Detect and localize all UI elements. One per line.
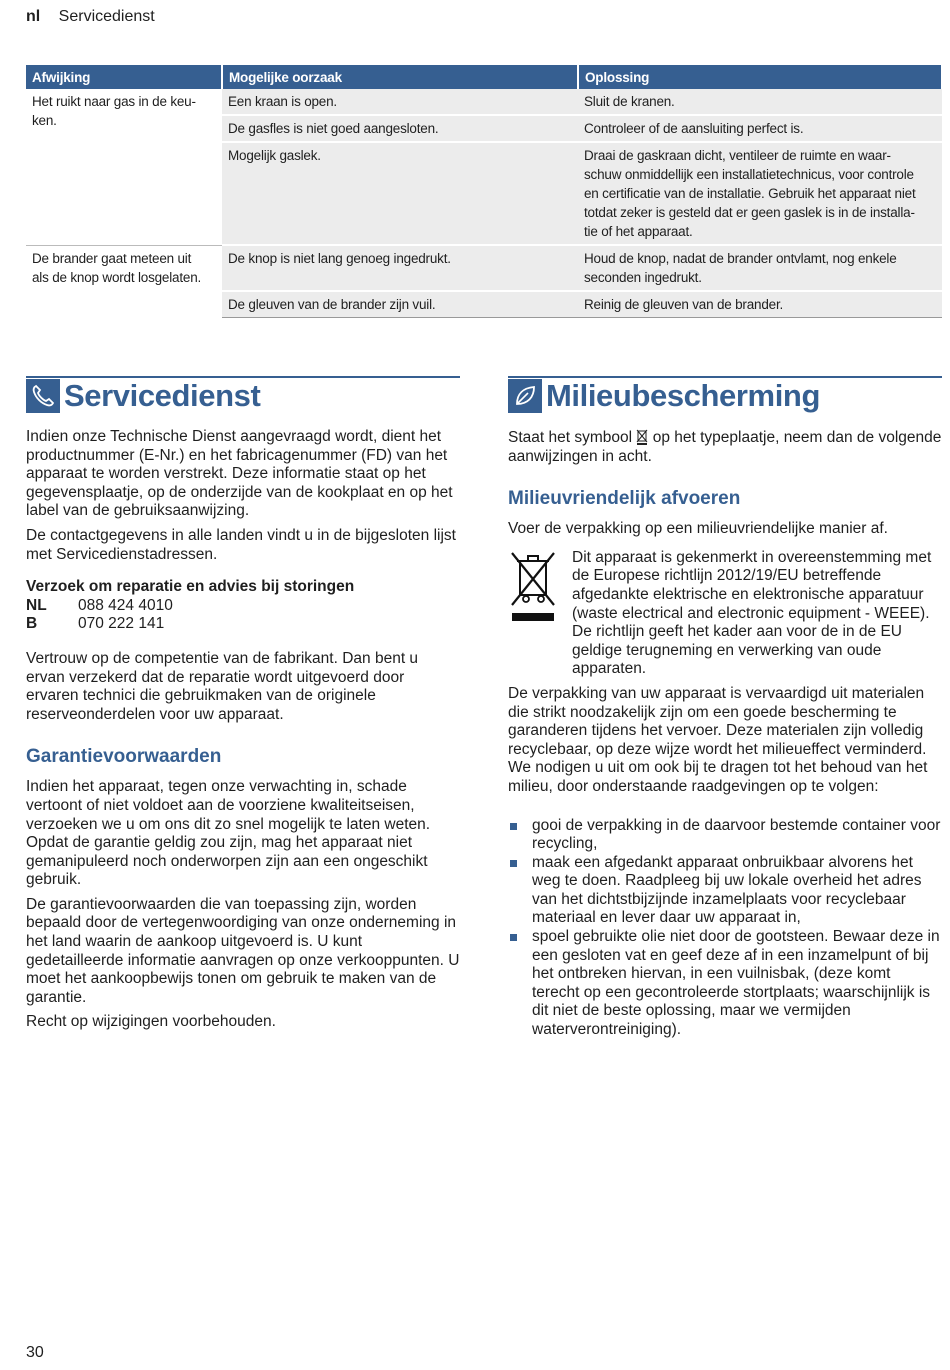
environment-title: Milieubescherming — [546, 378, 820, 413]
cause-cell: De gasfles is niet goed aangesloten. — [222, 115, 578, 142]
leaf-icon — [508, 379, 542, 413]
page-header — [26, 8, 155, 26]
col-header-symptom: Afwijking — [26, 65, 222, 89]
fix-cell: Reinig de gleuven van de brander. — [578, 291, 942, 318]
list-item: maak een afgedankt apparaat onbruikbaar alvorens het weg te doen. Raadpleeg bij uw lokale overheid het adres van het dichtstbijzijnde inzamelplaats voor recyclebaar materiaal en lever daar uw apparaat in, — [508, 854, 942, 928]
service-contacts-text: De contactgegevens in alle landen vindt u in de bijgesloten lijst met Servicedienstadressen. — [26, 526, 456, 563]
col-header-fix: Oplossing — [578, 65, 942, 89]
environment-intro — [508, 428, 942, 466]
cause-cell: Mogelijk gaslek. — [222, 142, 578, 245]
environment-column — [508, 376, 942, 1040]
fix-cell: Draai de gaskraan dicht, ventileer de ruimte en waar- schuw onmiddellijk een installatietechnicus, voor controle en certificatie van de installatie. Gebruik het apparaat niet totdat zeker is gesteld dat er geen gaslek is in de installa- tie of het apparaat. — [578, 142, 942, 245]
weee-block — [508, 549, 942, 679]
intro-text-a: Staat het symbool — [508, 429, 633, 446]
list-item: gooi de verpakking in de daarvoor bestemde container voor recycling, — [508, 817, 942, 854]
fix-cell: Sluit de kranen. — [578, 89, 942, 115]
weee-bin-icon — [508, 549, 560, 679]
trust-text: Vertrouw op de competentie van de fabrikant. Dan bent u ervan verzekerd dat de reparatie wordt uitgevoerd door ervaren technici die gebruikmaken van de originele reserveonderdelen voor uw apparaat. — [26, 649, 419, 723]
contact-row — [26, 615, 460, 634]
fix-cell: Houd de knop, nadat de brander ontvlamt, nog enkele seconden ingedrukt. — [578, 245, 942, 291]
troubleshooting-table — [26, 65, 943, 318]
repair-heading: Verzoek om reparatie en advies bij storingen — [26, 578, 355, 596]
page-number: 30 — [26, 1344, 44, 1361]
service-title: Servicedienst — [64, 378, 261, 413]
reserve-text: Recht op wijzigingen voorbehouden. — [26, 1013, 276, 1031]
phone-number: 088 424 4010 — [78, 596, 173, 614]
advice-list — [508, 817, 942, 1040]
language-code: nl — [26, 8, 41, 25]
cause-cell: Een kraan is open. — [222, 89, 578, 115]
materials-text: De verpakking van uw apparaat is vervaardigd uit materialen die strikt noodzakelijk zijn om een goede bescherming te garanderen tijdens het vervoer. Deze materialen zijn volledig recyclebaar, op deze wijze wordt het milieueffect verminderd. We nodigen u uit om ook bij te dragen tot het behoud van het milieu, door onderstaande raadgevingen op te volgen: — [508, 684, 928, 795]
service-intro: Indien onze Technische Dienst aangevraagd wordt, dient het productnummer (E-Nr.) en het fabricagenummer (FD) van het apparaat te worden verstrekt. Deze informatie staat op het gegevensplaatje, op de onderzijde van de kookplaat en op het label van de gebruiksaanwijzing. — [26, 428, 453, 520]
list-item: spoel gebruikte olie niet door de gootsteen. Bewaar deze in een gesloten vat en geef deze af in een inzamelpunt of bij het ontbreken hiervan, in een vuilnisbak, (deze komt terecht op een gecontroleerde stortplaats; waarschijnlijk is dit niet de beste oplossing, maar we vermijden waterverontreiniging). — [508, 928, 942, 1040]
environment-heading — [508, 376, 942, 414]
running-section-title: Servicedienst — [58, 8, 155, 25]
contact-row — [26, 597, 460, 616]
col-header-cause: Mogelijke oorzaak — [222, 65, 578, 89]
warranty-paragraph: Indien het apparaat, tegen onze verwachting in, schade vertoont of niet voldoet aan de voorziene kwaliteitseisen, verzoeken we u om ons dit zo snel mogelijk te laten weten. Opdat de garantie geldig zou zijn, mag het apparaat niet gemanipuleerd noch onderworpen zijn aan een ongeschikt gebruik. — [26, 778, 431, 889]
crossed-bin-icon — [636, 429, 652, 446]
country-code: NL — [26, 596, 47, 614]
country-code: B — [26, 615, 38, 633]
table-row — [26, 245, 942, 291]
table-header-row — [26, 65, 942, 89]
table-row — [26, 89, 942, 115]
phone-number: 070 222 141 — [78, 615, 165, 633]
service-heading — [26, 376, 460, 414]
cause-cell: De knop is niet lang genoeg ingedrukt. — [222, 245, 578, 291]
packaging-text: Voer de verpakking op een milieuvriendelijke manier af. — [508, 520, 888, 538]
symptom-cell: Het ruikt naar gas in de keu- ken. — [26, 89, 222, 245]
weee-text: Dit apparaat is gekenmerkt in overeenstemming met de Europese richtlijn 2012/19/EU betreffende afgedankte elektrische en elektronische apparatuur (waste electrical and electronic equipment - WEEE). De richtlijn geeft het kader aan voor de in de EU geldige terugneming en verwerking van oude apparaten. — [572, 548, 932, 678]
warranty-title: Garantievoorwaarden — [26, 746, 222, 768]
cause-cell: De gleuven van de brander zijn vuil. — [222, 291, 578, 318]
intro-text-b: op het typeplaatje, neem dan de volgende aanwijzingen in acht. — [508, 429, 942, 465]
service-column — [26, 376, 460, 1038]
symptom-cell: De brander gaat meteen uit als de knop wordt losgelaten. — [26, 245, 222, 318]
disposal-title: Milieuvriendelijk afvoeren — [508, 488, 741, 510]
fix-cell: Controleer of de aansluiting perfect is. — [578, 115, 942, 142]
warranty-paragraph: De garantievoorwaarden die van toepassing zijn, worden bepaald door de vertegenwoordiging van onze onderneming in het land waarin de aankoop uitgevoerd is. U kunt gedetailleerde informatie aanvragen op onze verkooppunten. U moet het aankoopbewijs tonen om gebruik te maken van de garantie. — [26, 895, 460, 1006]
phone-icon — [26, 379, 60, 413]
